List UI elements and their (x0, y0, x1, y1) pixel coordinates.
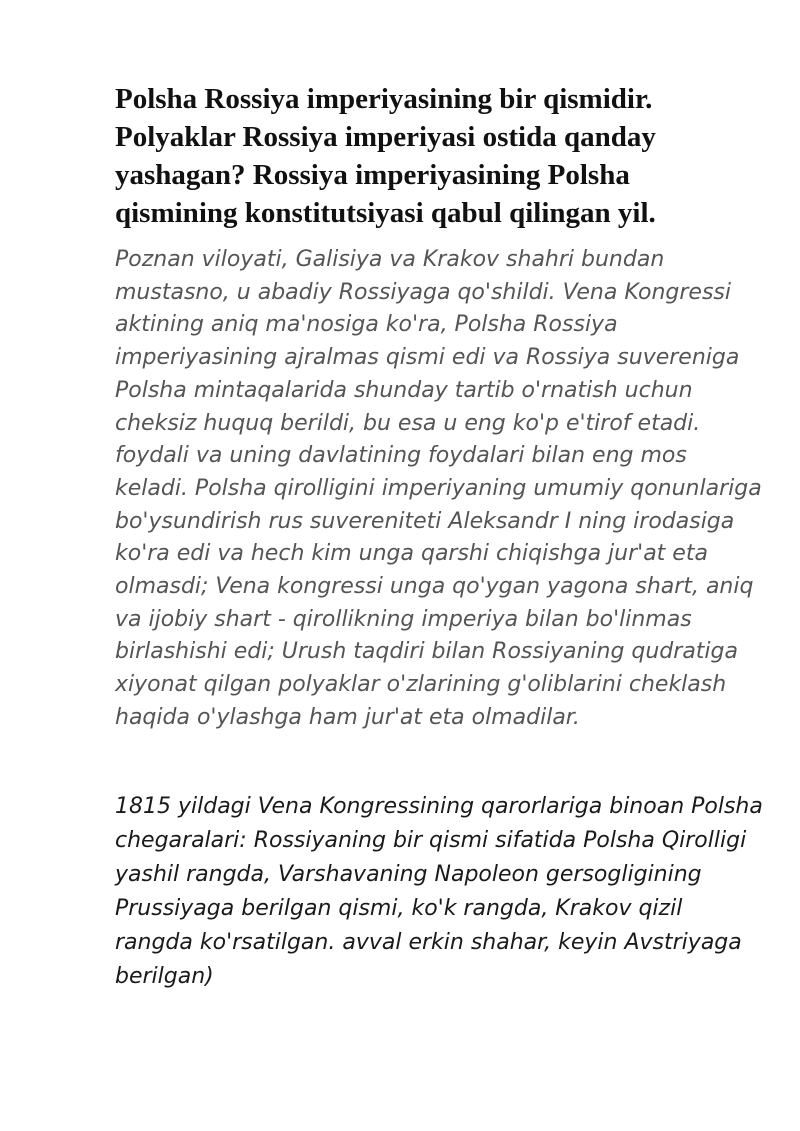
body-paragraph: Poznan viloyati, Galisiya va Krakov shahri bundan mustasno, u abadiy Rossiyaga qo'shildi. Vena Kongressi aktining aniq ma'nosiga ko'ra, Polsha Rossiya imperiyasining ajralmas qismi edi va Rossiya suvereniga Polsha mintaqalarida shunday tartib o'rnatish uchun cheksiz huquq berildi, bu esa u eng ko'p e'tirof etadi. foydali va uning davlatining foydalari bilan eng mos keladi. Polsha qirolligini imperiyaning umumiy qonunlariga bo'ysundirish rus suvereniteti Aleksandr I ning irodasiga ko'ra edi va hech kim unga qarshi chiqishga jur'at eta olmasdi; Vena kongressi unga qo'ygan yagona shart, aniq va ijobiy shart - qirollikning imperiya bilan bo'linmas birlashishi edi; Urush taqdiri bilan Rossiyaning qudratiga xiyonat qilgan polyaklar o'zlarining g'oliblarini cheklash haqida o'ylashga ham jur'at eta olmadilar. (115, 247, 762, 730)
page-title: Polsha Rossiya imperiyasining bir qismidir. Polyaklar Rossiya imperiyasi ostida qanday yashagan? Rossiya imperiyasining Polsha qismining konstitutsiyasi qabul qilingan yil. (115, 83, 656, 229)
map-caption-paragraph: 1815 yildagi Vena Kongressining qarorlariga binoan Polsha chegaralari: Rossiyaning bir qismi sifatida Polsha Qirolligi yashil rangda, Varshavaning Napoleon gersogligining Prussiyaga berilgan qismi, ko'k rangda, Krakov qizil rangda ko'rsatilgan. avval erkin shahar, keyin Avstriyaga berilgan) (115, 794, 763, 989)
